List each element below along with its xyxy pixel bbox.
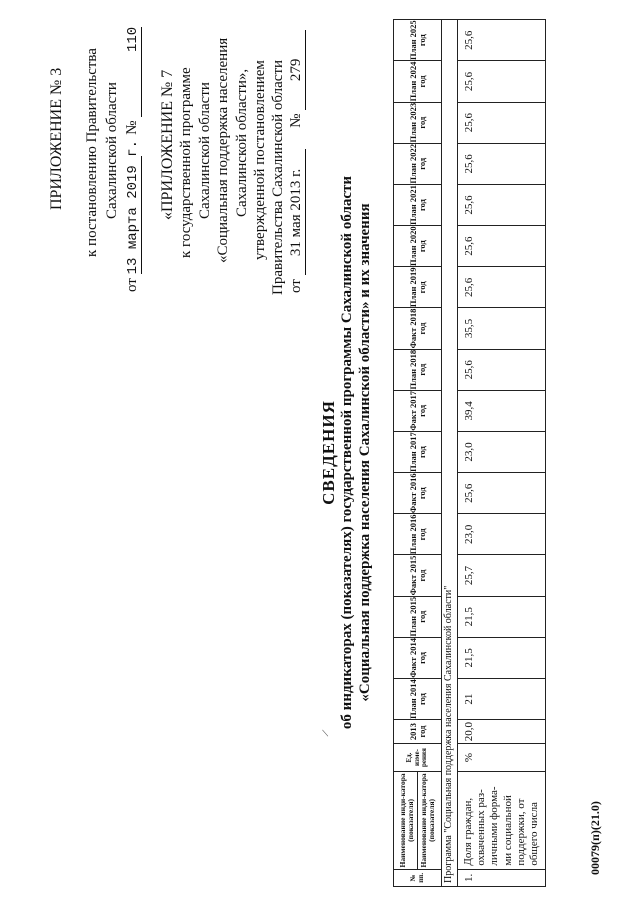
row-1-value-13: 25,6 [458,184,546,225]
heading-line-2: об индикаторах (показателях) государственной программы Сахалинской области [339,175,355,730]
inner-appendix-line-6: Правительства Сахалинской области [270,59,286,295]
inner-appendix-from-label: от [288,279,304,293]
header-col-10: Факт 2018 год [394,308,442,349]
inner-appendix-date-value: 31 мая 2013 г. [288,149,306,275]
inner-appendix-line-3: «Социальная поддержка населения [215,37,231,263]
row-1-value-5: 23,0 [458,514,546,555]
row-1-value-6: 25,6 [458,473,546,514]
heading-title: СВЕДЕНИЯ [319,400,338,505]
header-col-1: План 2014 год [394,678,442,719]
inner-appendix-line-5: утвержденной постановлением [252,60,268,260]
row-1-value-4: 25,7 [458,555,546,596]
row-1-value-2: 21,5 [458,637,546,678]
row-1-unit: % [458,743,546,771]
header-col-11: План 2019 год [394,267,442,308]
row-1-value-8: 39,4 [458,390,546,431]
row-1-num: 1. [458,869,546,886]
inner-appendix-line-4: Сахалинской области», [234,68,250,217]
header-col-14: План 2022 год [394,143,442,184]
row-1-value-10: 35,5 [458,308,546,349]
header-col-17: План 2025 год [394,20,442,61]
header-col-0: 2013 год [394,720,442,744]
header-name-top: Наименование инди-катора (показателя) [397,772,418,869]
header-num: № пп. [394,869,442,886]
row-1-value-14: 25,6 [458,143,546,184]
table-header-row [394,20,442,887]
header-col-7: План 2017 год [394,431,442,472]
row-1-value-12: 25,6 [458,226,546,267]
row-1-value-11: 25,6 [458,267,546,308]
document-code: 00079(п)(21.0) [588,801,602,875]
program-row [442,20,458,887]
appendix-date-line [124,27,142,292]
row-1-value-1: 21 [458,678,546,719]
row-1-value-15: 25,6 [458,102,546,143]
appendix-date-value: 13 марта 2019 г. [125,139,141,275]
row-1-value-3: 21,5 [458,596,546,637]
header-col-6: Факт 2016 год [394,473,442,514]
header-unit: Ед. изме-рения [394,743,442,771]
row-1-value-0: 20,0 [458,720,546,744]
program-row-label: Программа "Социальная поддержка населения Сахалинской области" [442,20,458,887]
row-1-value-16: 25,6 [458,61,546,102]
header-name-sub: Наименование инди-катора (показателя) [419,773,436,868]
header-col-13: План 2021 год [394,184,442,225]
row-1-value-17: 25,6 [458,20,546,61]
inner-appendix-line-1: к государственной программе [178,67,194,258]
inner-appendix-title: «ПРИЛОЖЕНИЕ № 7 [159,69,176,220]
header-col-8: Факт 2017 год [394,390,442,431]
appendix-title: ПРИЛОЖЕНИЕ № 3 [48,67,65,210]
inner-appendix-date-line [288,30,306,293]
pen-mark: / [318,728,332,739]
inner-appendix-number-value: 279 [288,30,306,110]
heading-line-3: «Социальная поддержка населения Сахалинской области» и их значения [357,203,373,702]
inner-appendix-number-label: № [288,113,304,128]
appendix-from-label: от [124,278,140,292]
header-name [394,772,442,870]
table-row [458,20,546,887]
appendix-number-value: 110 [125,27,142,117]
row-1-value-7: 23,0 [458,431,546,472]
header-col-4: Факт 2015 год [394,555,442,596]
row-1-value-9: 25,6 [458,349,546,390]
header-col-3: План 2015 год [394,596,442,637]
inner-appendix-line-2: Сахалинской области [197,82,213,219]
header-col-15: План 2023 год [394,102,442,143]
row-1-name: Доля граждан, охваченных раз-личными форма-ми социальной поддержки, от общего числа [458,772,546,870]
appendix-number-label: № [124,120,140,135]
header-col-16: План 2024 год [394,61,442,102]
appendix-line-1: к постановлению Правительства [84,48,100,257]
header-col-5: План 2016 год [394,514,442,555]
header-col-2: Факт 2014 год [394,637,442,678]
appendix-line-2: Сахалинской области [104,82,120,219]
header-col-12: План 2020 год [394,226,442,267]
indicators-table [393,19,546,887]
header-col-9: План 2018 год [394,349,442,390]
